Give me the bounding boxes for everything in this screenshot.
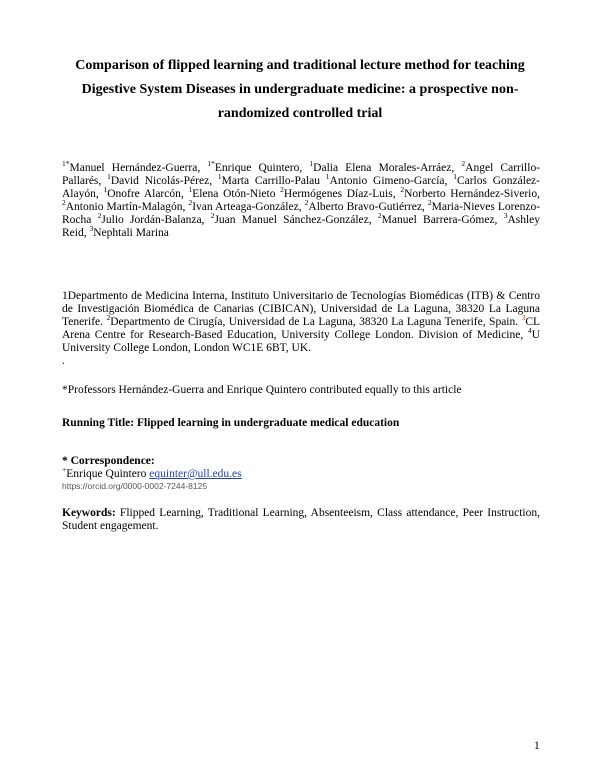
author-name: Onofre Alarcón, [107,188,184,200]
title-line-2: Digestive System Diseases in undergraduate medicine: a prospective non- [81,82,519,97]
author-name: Juan Manuel Sánchez-González, [214,214,372,226]
author-name: Dalia Elena Morales-Arráez, [313,162,455,174]
author [280,185,396,200]
author-affiliation-marker: 3 [89,224,94,234]
author-name: Elena Otón-Nieto [192,188,276,200]
author [309,159,455,174]
affiliation-2-marker: 2 [106,313,111,323]
author [188,185,276,200]
author-affiliation-marker: 2 [461,159,466,169]
author-name: David Nicolás-Pérez, [110,175,213,187]
author-name: Marta Carrillo-Palau [221,175,320,187]
title-line-3: randomized controlled trial [217,106,383,121]
author [400,185,541,200]
author [325,172,448,187]
author-affiliation-marker: 2 [62,198,66,208]
author [210,211,372,226]
author-affiliation-marker: 1 [107,172,111,182]
affiliation-4-marker: 4 [527,326,532,336]
author-list [62,159,541,240]
author [103,185,184,200]
author-name: Hermógenes Díaz-Luis, [283,188,396,200]
author-name: Manuel Barrera-Gómez, [381,214,498,226]
running-title: Running Title: Flipped learning in undergraduate medical education [62,417,400,429]
author-affiliation-marker: 2 [97,211,102,221]
author-affiliation-marker: 1 [188,185,193,195]
author-affiliation-marker: 1* [62,159,70,169]
author-affiliation-marker: 1 [309,159,314,169]
author-affiliation-marker: 3 [503,211,508,221]
author-affiliation-marker: 2 [304,198,309,208]
author-name: Alberto Bravo-Gutiérrez, [308,201,425,213]
author-name: Maria-Nieves Lorenzo-Rocha [62,201,541,226]
title-line-1: Comparison of flipped learning and traditional lecture method for teaching [75,58,525,73]
author-affiliation-marker: 2 [210,211,215,221]
author-name: Norberto Hernández-Siverio, [404,188,541,200]
orcid-link[interactable]: https://orcid.org/0000-0002-7244-8125 [62,481,208,491]
author-name: Ivan Arteaga-González, [192,201,302,213]
author-affiliation-marker: 1 [103,185,108,195]
affiliation-3-marker: 3 [521,313,526,323]
author-name: Ashley Reid, [62,214,541,239]
affiliation-2: Departmento de Cirugía, Universidad de La Laguna, 38320 La Laguna Tenerife, Spain. [110,316,519,328]
affiliation-4: U University College London, London WC1E 6BT, UK. [62,329,540,354]
paper-title [62,54,538,126]
author [188,198,302,213]
author [62,198,186,213]
author-affiliation-marker: 2 [280,185,284,195]
correspondence-name: Enrique Quintero [66,468,147,480]
author-affiliation-marker: 1 [325,172,330,182]
keywords-text: Flipped Learning, Traditional Learning, Absenteeism, Class attendance, Peer Instruction, Student engagement. [62,507,541,532]
correspondence-heading: * Correspondence: [62,455,155,467]
page-number: 1 [534,740,540,752]
affiliation-3: CL Arena Centre for Research-Based Education, University College London. Division of Medicine, [62,316,541,341]
author-affiliation-marker: 2 [427,198,432,208]
author [89,224,169,239]
author-affiliation-marker: 2 [377,211,382,221]
author [107,172,213,187]
affiliations [62,290,540,368]
author-affiliation-marker: 2 [188,198,193,208]
affiliation-1: 1Departmento de Medicina Interna, Instituto Universitario de Tecnologías Biomédicas (ITB) & Centro de Investigación Biomédica de Canarias (CIBICAN), Universidad de La Laguna, 38320 La Laguna Tenerife. [62,290,540,328]
keywords-label: Keywords: [62,507,116,519]
author-name: Antonio Martín-Malagón, [65,201,186,213]
author [304,198,425,213]
correspondence-email-link[interactable]: equinter@ull.edu.es [149,468,242,480]
author-affiliation-marker: 1* [207,159,215,169]
author-affiliation-marker: 1 [453,172,457,182]
author-affiliation-marker: 2 [400,185,405,195]
correspondence [62,455,540,492]
author-name: Manuel Hernández-Guerra, [69,162,201,174]
author-name: Julio Jordán-Balanza, [101,214,205,226]
author-name: Antonio Gimeno-García, [329,175,448,187]
author [62,159,201,174]
author-name: Nephtali Marina [93,227,169,239]
author-name: Angel Carrillo-Pallarés, [62,162,541,187]
author-name: Enrique Quintero, [214,162,303,174]
correspondence-marker: + [62,465,67,475]
author-affiliation-marker: 1 [217,172,222,182]
affiliation-trailing-dot: . [62,355,65,367]
author [217,172,320,187]
author-name: Carlos González-Alayón, [62,175,540,200]
equal-contribution-note: *Professors Hernández-Guerra and Enrique Quintero contributed equally to this article [62,384,462,396]
keywords [62,507,540,533]
author [97,211,205,226]
author [377,211,498,226]
correspondence-line [62,465,540,481]
